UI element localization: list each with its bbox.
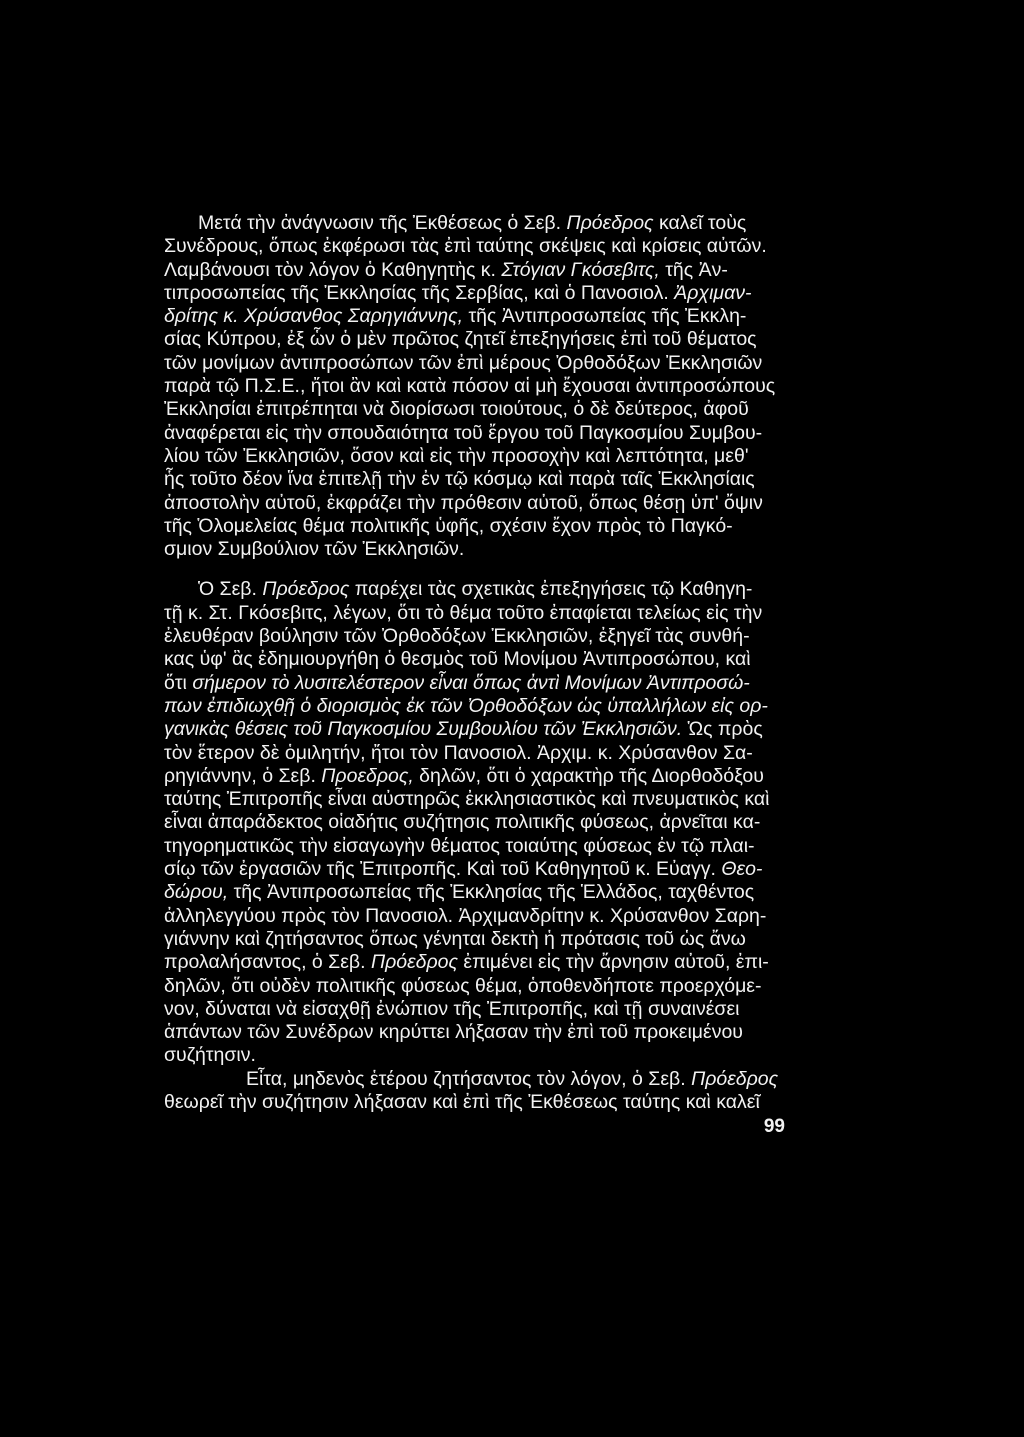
text-run: ὅτι [164,671,193,694]
text-line [164,672,804,695]
text-line [164,858,804,881]
text-run: ἀλληλεγγύου πρὸς τὸν Πανοσιολ. Ἀρχιμανδρίτην κ. Χρύσανθον Σαρη- [164,904,767,927]
text-run: Συνέδρους, ὅπως ἐκφέρωσι τὰς ἐπὶ ταύτης σκέψεις καὶ κρίσεις αὐτῶν. [164,235,767,258]
text-run: νον, δύναται νὰ εἰσαχθῇ ἐνώπιον τῆς Ἐπιτροπῆς, καὶ τῇ συναινέσει [164,997,740,1020]
text-line [164,328,804,351]
text-line [164,998,804,1021]
text-run: τῆς Ἀντιπροσωπείας τῆς Ἐκκλησίας τῆς Ἑλλάδος, ταχθέντος [228,881,755,904]
text-run: ἀναφέρεται εἰς τὴν σπουδαιότητα τοῦ ἔργου τοῦ Παγκοσμίου Συμβου- [164,421,763,444]
text-run: ἀποστολὴν αὐτοῦ, ἐκφράζει τὴν πρόθεσιν αὐτοῦ, ὅπως θέσῃ ὑπ' ὄψιν [164,491,763,514]
text-run: σμιον Συμβούλιον τῶν Ἐκκλησιῶν. [164,538,465,561]
text-line [164,718,804,741]
body-text [164,212,804,1114]
text-line [164,742,804,765]
text-line [164,578,804,601]
text-line [164,492,804,515]
text-run: Ἐκκλησίαι ἐπιτρέπηται νὰ διορίσωσι τοιούτους, ὁ δὲ δεύτερος, ἀφοῦ [164,398,749,421]
text-line [164,212,804,235]
text-line [164,1068,804,1091]
text-line [164,398,804,421]
text-run: τῆς Ἀν- [659,258,728,281]
text-line [164,835,804,858]
text-line [164,305,804,328]
text-run: δηλῶν, ὅτι ὁ χαρακτὴρ τῆς Διορθοδόξου [413,764,764,787]
text-run: καλεῖ τοὺς [653,212,747,234]
text-run: τηγορηματικῶς τὴν εἰσαγωγὴν θέματος τοιαύτης φύσεως ἐν τῷ πλαι- [164,834,755,857]
text-line [164,811,804,834]
text-run: συζήτησιν. [164,1044,256,1067]
text-line [164,1091,804,1114]
text-line [164,515,804,538]
text-line [164,1044,804,1067]
text-run: σίας Κύπρου, ἐξ ὧν ὁ μὲν πρῶτος ζητεῖ ἐπεξηγήσεις ἐπὶ τοῦ θέματος [164,328,757,351]
text-line [164,695,804,718]
text-line [164,625,804,648]
text-run: Ὡς πρὸς [682,718,763,741]
text-run: δηλῶν, ὅτι οὐδὲν πολιτικῆς φύσεως θέμα, ὁποθενδήποτε προερχόμε- [164,974,762,997]
text-run: τὸν ἕτερον δὲ ὁμιλητήν, ἤτοι τὸν Πανοσιολ. Ἀρχιμ. κ. Χρύσανθον Σα- [164,741,753,764]
text-line [164,951,804,974]
text-run: λίου τῶν Ἐκκλησιῶν, ὅσον καὶ εἰς τὴν προσοχὴν καὶ λεπτότητα, μεθ' [164,444,749,467]
italic-text-run: πων ἐπιδιωχθῇ ὁ διορισμὸς ἐκ τῶν Ὀρθοδόξων ὡς ὑπαλλήλων εἰς ορ- [164,694,768,717]
text-run: τῆς Ἀντιπροσωπείας τῆς Ἐκκλη- [463,305,747,328]
text-line [164,235,804,258]
text-run: τιπροσωπείας τῆς Ἐκκλησίας τῆς Σερβίας, καὶ ὁ Πανοσιολ. [164,281,675,304]
text-line [164,975,804,998]
text-run: θεωρεῖ τὴν συζήτησιν λήξασαν καὶ ἐπὶ τῆς Ἐκθέσεως ταύτης καὶ καλεῖ [164,1090,760,1113]
text-line [164,445,804,468]
text-line [164,648,804,671]
text-line [164,905,804,928]
text-run: τῶν μονίμων ἀντιπροσώπων τῶν ἐπὶ μέρους Ὀρθοδόξων Ἐκκλησιῶν [164,351,763,374]
text-run: Λαμβάνουσι τὸν λόγον ὁ Καθηγητὴς κ. [164,258,502,281]
text-line [164,1021,804,1044]
paragraph-gap [164,561,804,578]
text-line [164,375,804,398]
text-run: ἧς τοῦτο δέον ἵνα ἐπιτελῇ τὴν ἐν τῷ κόσμῳ καὶ παρὰ ταῖς Ἐκκλησίαις [164,468,755,491]
text-run: ρηγιάννην, ὁ Σεβ. [164,764,322,787]
text-run: Μετά τὴν ἀνάγνωσιν τῆς Ἐκθέσεως ὁ Σεβ. [198,212,567,234]
text-run: ἁπάντων τῶν Συνέδρων κηρύττει λήξασαν τὴν ἐπὶ τοῦ προκειμένου [164,1021,743,1044]
text-run: κας ὑφ' ἃς ἐδημιουργήθη ὁ θεσμὸς τοῦ Μονίμου Ἀντιπροσώπου, καὶ [164,648,751,671]
italic-text-run: Θεο- [721,858,763,881]
italic-text-run: Ἀρχιμαν- [674,281,752,304]
text-line [164,765,804,788]
text-line [164,352,804,375]
text-line [164,881,804,904]
text-line [164,422,804,445]
italic-text-run: δώρου, [164,881,229,904]
italic-text-run: Πρόεδρος [691,1067,779,1090]
text-run: παρέχει τὰς σχετικὰς ἐπεξηγήσεις τῷ Καθηγη- [349,578,753,601]
text-run: Εἶτα, μηδενὸς ἑτέρου ζητήσαντος τὸν λόγον, ὁ Σεβ. [246,1067,692,1090]
italic-text-run: δρίτης κ. Χρύσανθος Σαρηγιάννης, [164,305,464,328]
page-number: 99 [763,1116,785,1137]
text-run: ἐπιμένει εἰς τὴν ἄρνησιν αὐτοῦ, ἐπι- [458,951,769,974]
text-run: γιάννην καὶ ζητήσαντος ὅπως γένηται δεκτὴ ἡ πρότασις τοῦ ὡς ἄνω [164,927,746,950]
text-run: εἶναι ἀπαράδεκτος οἱαδήτις συζήτησις πολιτικῆς φύσεως, ἀρνεῖται κα- [164,811,761,834]
text-line [164,538,804,561]
text-run: παρὰ τῷ Π.Σ.Ε., ἤτοι ἂν καὶ κατὰ πόσον αἱ μὴ ἔχουσαι ἀντιπροσώπους [164,375,776,398]
text-run: προλαλήσαντος, ὁ Σεβ. [164,951,371,974]
italic-text-run: Στόγιαν Γκόσεβιτς, [501,258,660,281]
text-run: σίῳ τῶν ἐργασιῶν τῆς Ἐπιτροπῆς. Καὶ τοῦ Καθηγητοῦ κ. Εὐαγγ. [164,858,722,881]
text-run: τῆς Ὁλομελείας θέμα πολιτικῆς ὑφῆς, σχέσιν ἔχον πρὸς τὸ Παγκό- [164,514,733,537]
italic-text-run: Πρόεδρος [262,578,350,601]
text-line [164,928,804,951]
italic-text-run: Πρόεδρος [566,212,654,234]
text-line [164,259,804,282]
italic-text-run: σήμερον τὸ λυσιτελέστερον εἶναι ὅπως ἀντὶ Μονίμων Ἀντιπροσώ- [192,671,750,694]
text-line [164,282,804,305]
text-line [164,788,804,811]
italic-text-run: Πρόεδρος [370,951,459,974]
text-line [164,468,804,491]
text-line [164,602,804,625]
text-run: ταύτης Ἐπιτροπῆς εἶναι αὐστηρῶς ἐκκλησιαστικὸς καὶ πνευματικὸς καὶ [164,788,770,811]
text-run: ἐλευθέραν βούλησιν τῶν Ὀρθοδόξων Ἐκκλησιῶν, ἐξηγεῖ τὰς συνθή- [164,625,750,648]
italic-text-run: Προεδρος, [321,764,414,787]
italic-text-run: γανικὰς θέσεις τοῦ Παγκοσμίου Συμβουλίου τῶν Ἐκκλησιῶν. [164,718,683,741]
text-run: τῇ κ. Στ. Γκόσεβιτς, λέγων, ὅτι τὸ θέμα τοῦτο ἐπαφίεται τελείως εἰς τὴν [164,601,763,624]
text-run: Ὁ Σεβ. [198,578,263,601]
